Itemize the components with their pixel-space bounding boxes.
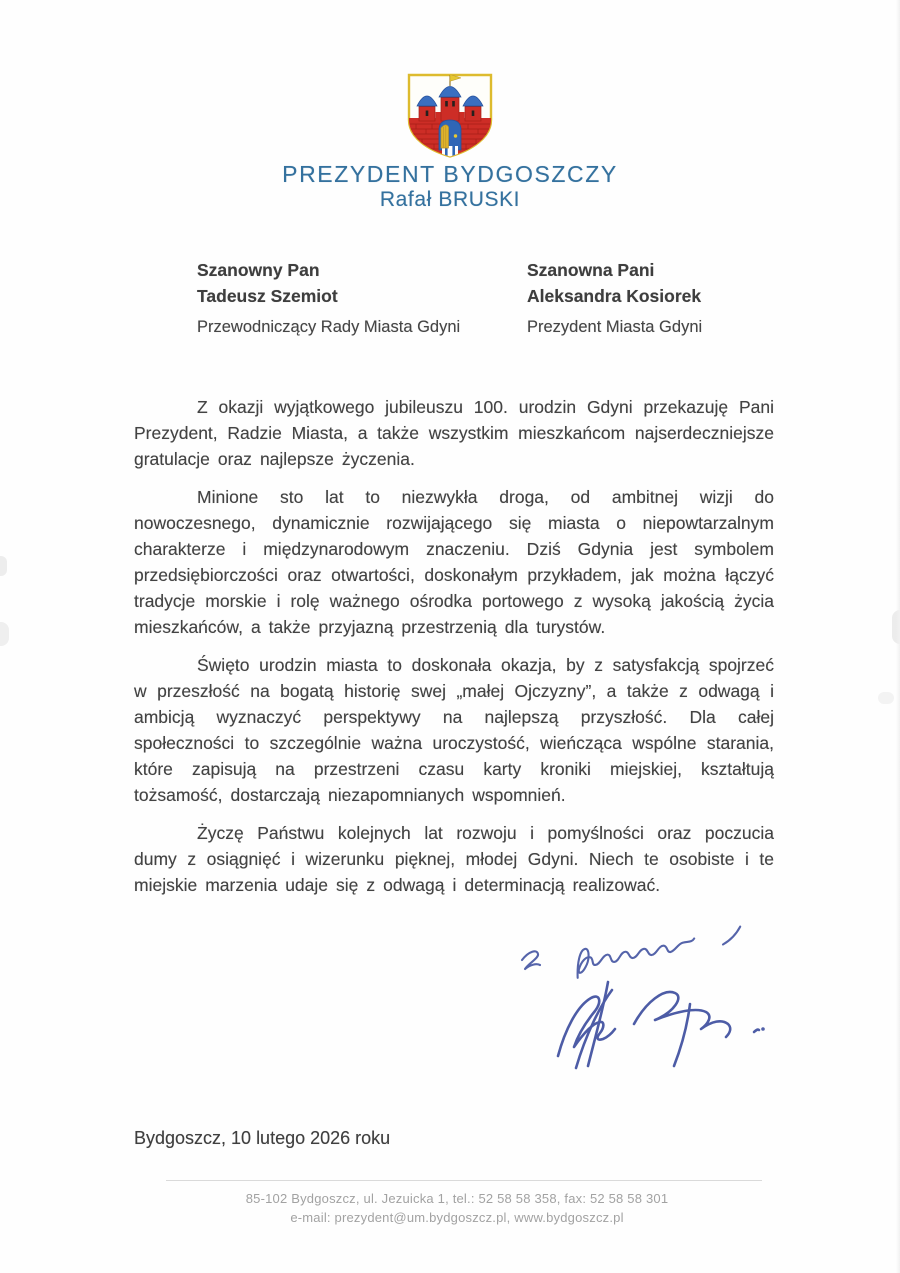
handwritten-signature-icon <box>492 908 792 1073</box>
recipient-name: Aleksandra Kosiorek <box>527 286 702 306</box>
recipient-role: Przewodniczący Rady Miasta Gdyni <box>197 318 461 336</box>
scan-smudge <box>0 622 9 646</box>
body-paragraph: Święto urodzin miasta to doskonała okazja, by z satysfakcją spojrzeć w przeszłość na bogatą historię swej „małej Ojczyzny”, a także z odwagą i ambicją wyznaczyć perspektywy na najlepszą przyszłość. Dla całej społeczności to szczególnie ważna uroczystość, wieńcząca wspólne starania, które zapisują na przestrzeni czasu karty kroniki miejskiej, kształtują tożsamość, dostarczają niezapomnianych wspomnień. <box>134 655 774 805</box>
body-paragraph: Z okazji wyjątkowego jubileuszu 100. urodzin Gdyni przekazuję Pani Prezydent, Radzie Miasta, a także wszystkim mieszkańcom najserdeczniejsze gratulacje oraz najlepsze życzenia. <box>134 397 774 469</box>
recipient-salutation: Szanowna Pani <box>527 260 655 280</box>
scan-smudge <box>0 556 7 576</box>
body-paragraph: Minione sto lat to niezwykła droga, od ambitnej wizji do nowoczesnego, dynamicznie rozwijającego się miasta o niepowtarzalnym charakterze i międzynarodowym znaczeniu. Dziś Gdynia jest symbolem przedsiębiorczości oraz otwartości, doskonałym przykładem, jak można łączyć tradycje morskie i rolę ważnego ośrodka portowego z wysoką jakością życia mieszkańców, a także przyjazną przestrzenią dla turystów. <box>134 487 774 637</box>
footer-contact-line: e-mail: prezydent@um.bydgoszcz.pl, www.bydgoszcz.pl <box>290 1209 624 1225</box>
office-title: PREZYDENT BYDGOSZCZY <box>282 161 618 187</box>
body-paragraph: Życzę Państwu kolejnych lat rozwoju i pomyślności oraz poczucia dumy z osiągnięć i wizerunku pięknej, młodej Gdyni. Niech te osobiste i te miejskie marzenia udaje się z odwagą i determinacją realizować. <box>134 823 774 895</box>
footer-address-line: 85-102 Bydgoszcz, ul. Jezuicka 1, tel.: 52 58 58 358, fax: 52 58 58 301 <box>245 1191 669 1206</box>
footer-divider <box>166 1180 762 1181</box>
recipient-right <box>527 257 797 337</box>
letterhead-footer <box>14 1190 900 1227</box>
scan-smudge <box>878 692 894 704</box>
recipient-left <box>197 257 527 337</box>
recipients-block <box>197 257 797 337</box>
recipient-salutation: Szanowny Pan <box>197 260 320 280</box>
recipient-name: Tadeusz Szemiot <box>197 286 338 306</box>
letter-body <box>134 394 774 898</box>
officeholder-name: Rafał BRUSKI <box>379 188 521 211</box>
bydgoszcz-coat-of-arms-icon <box>402 70 498 167</box>
dateline: Bydgoszcz, 10 lutego 2026 roku <box>134 1128 391 1148</box>
recipient-role: Prezydent Miasta Gdyni <box>527 318 703 336</box>
